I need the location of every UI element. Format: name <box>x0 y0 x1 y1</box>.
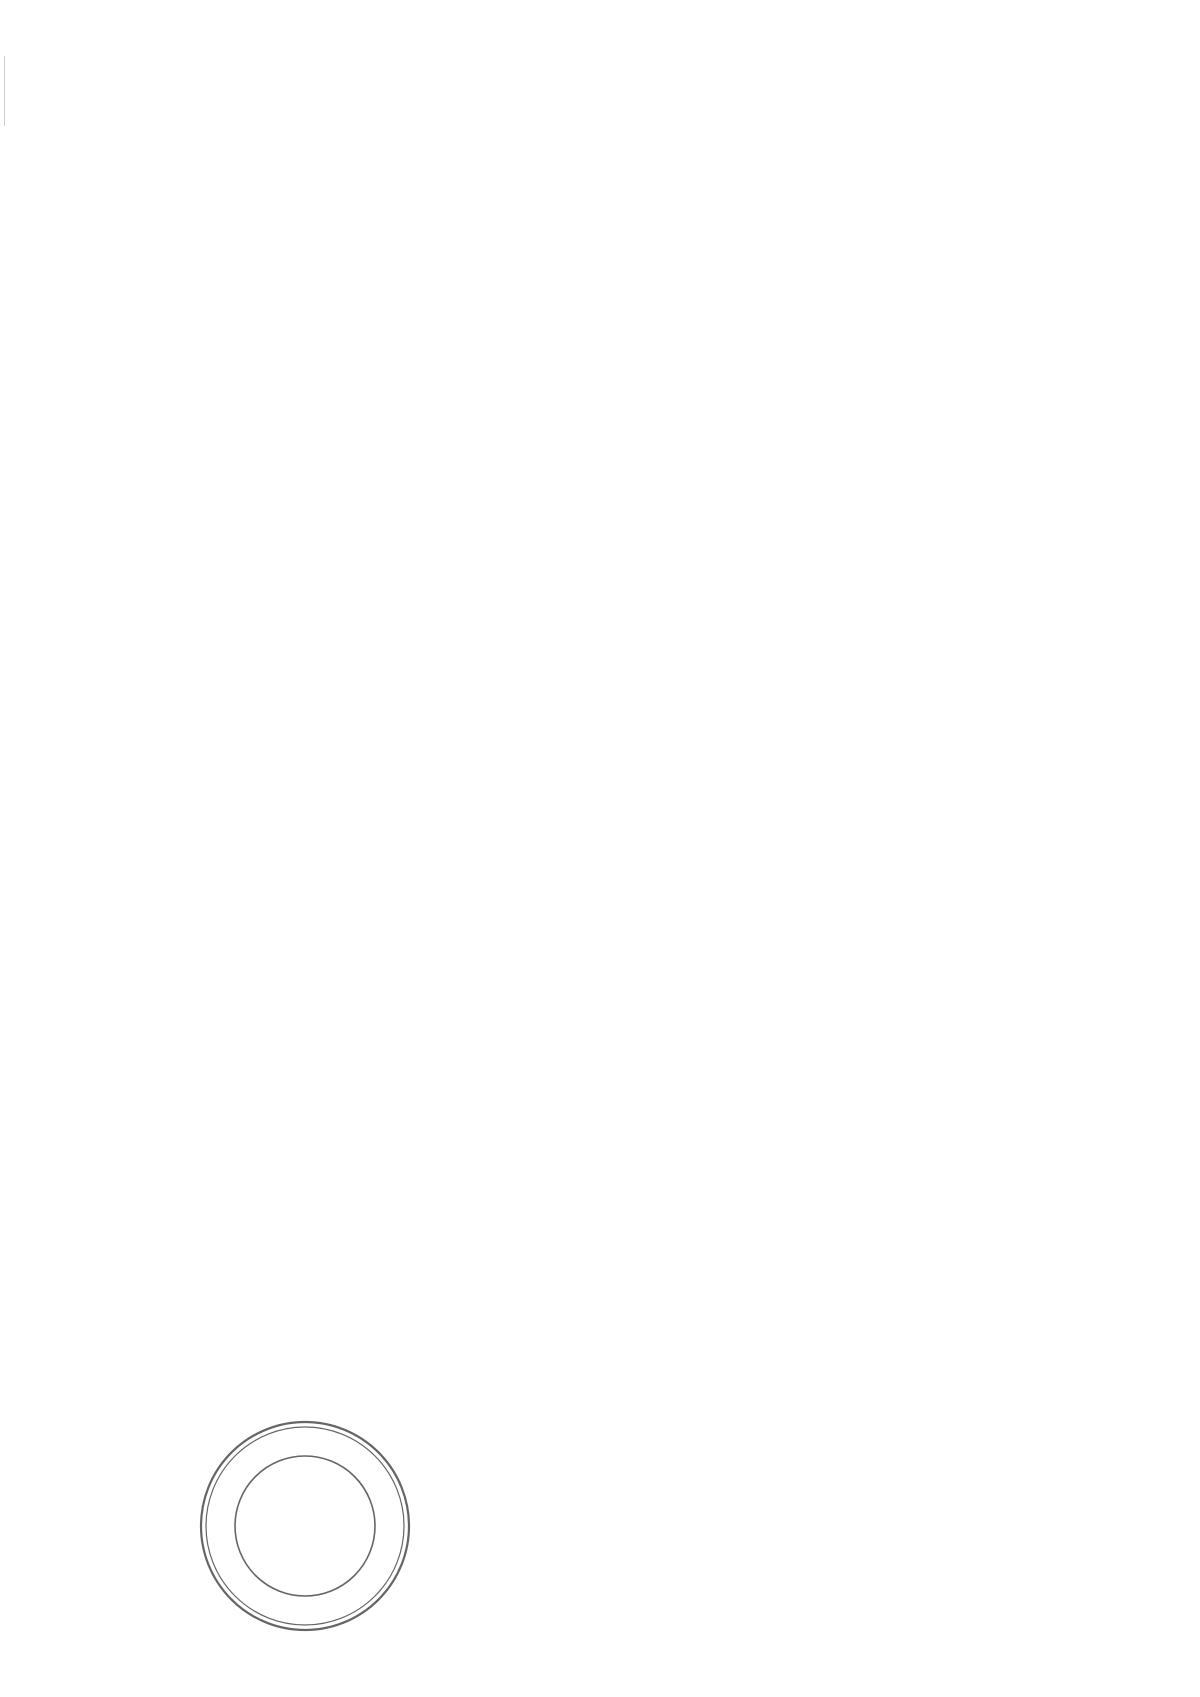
official-seal-stamp <box>190 1408 420 1638</box>
scan-margin-mark <box>4 56 5 126</box>
signature-block <box>0 1460 1200 1570</box>
